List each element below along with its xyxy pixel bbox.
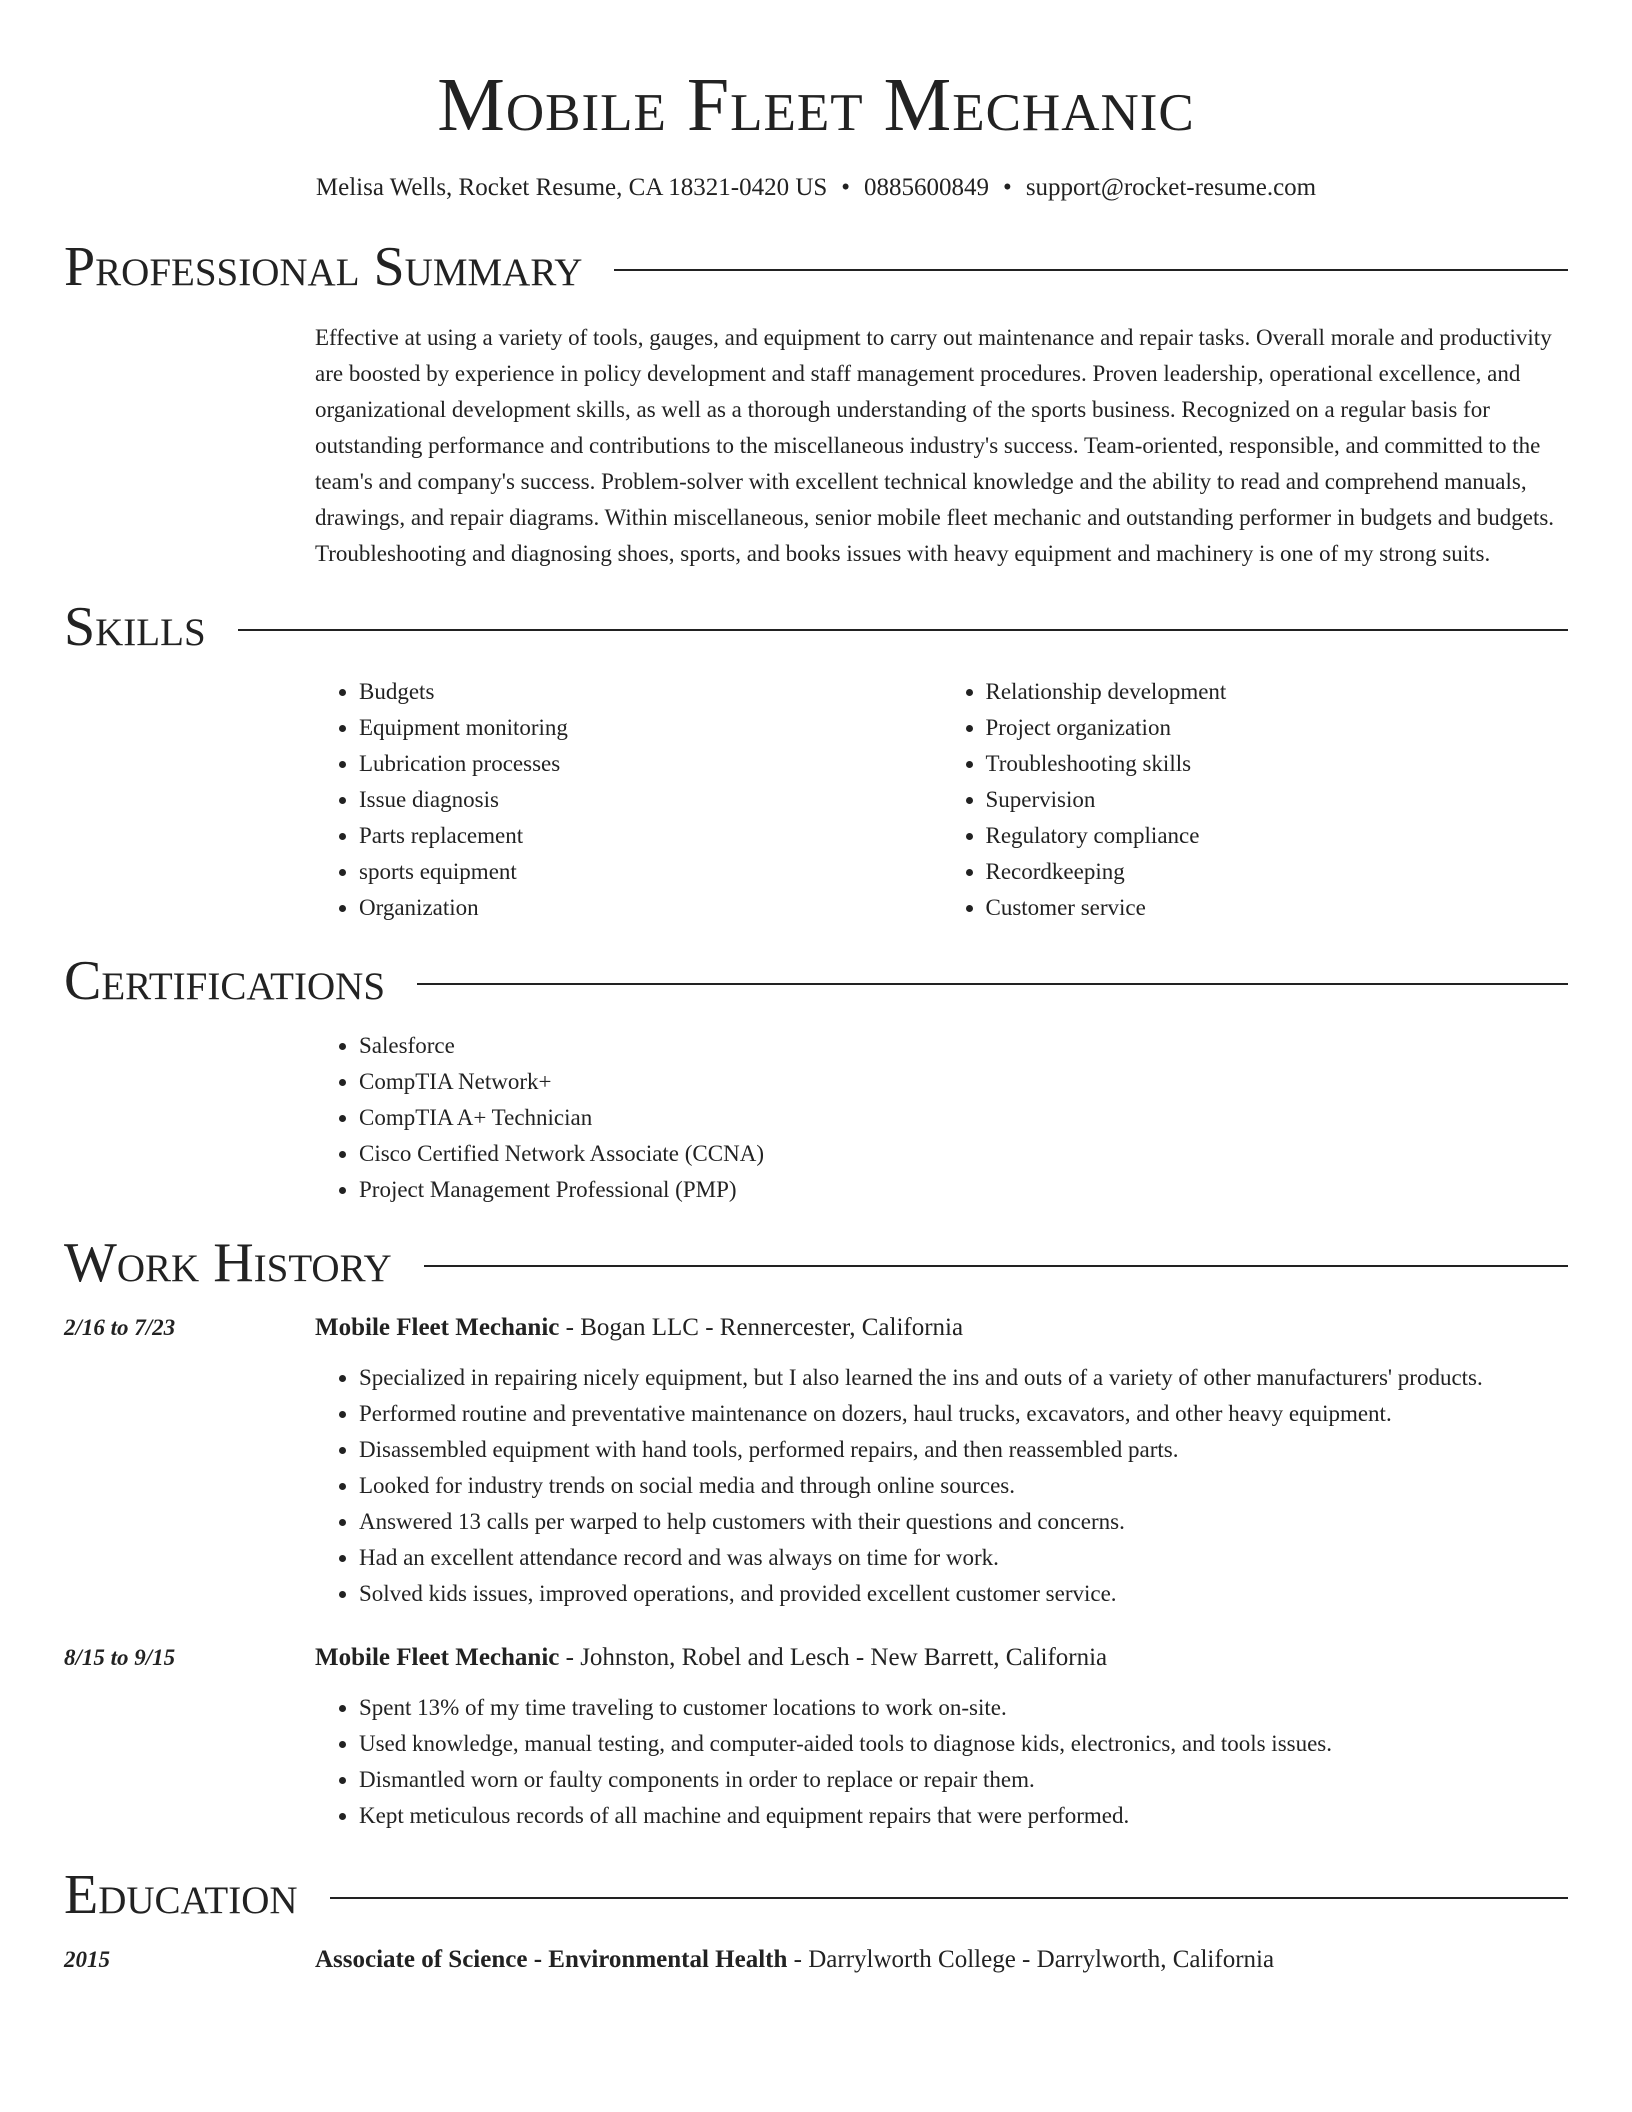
job-bullet: • Dismantled worn or faulty components in order to replace or repair them. bbox=[359, 1762, 1568, 1798]
certification-item: • Project Management Professional (PMP) bbox=[359, 1172, 1568, 1208]
education-heading: Education bbox=[64, 1864, 298, 1926]
skill-item: • Organization bbox=[359, 890, 942, 926]
contact-phone: 0885600849 bbox=[864, 174, 990, 201]
skill-item: • Regulatory compliance bbox=[986, 818, 1569, 854]
section-divider bbox=[614, 269, 1568, 271]
certifications-list bbox=[315, 1028, 1568, 1208]
job-bullets bbox=[315, 1360, 1568, 1612]
certifications-items bbox=[315, 1028, 1568, 1208]
skill-item: • Recordkeeping bbox=[986, 854, 1569, 890]
job-date: 2/16 to 7/23 bbox=[64, 1315, 176, 1340]
education-section-header bbox=[64, 1860, 1568, 1930]
education-details: - Darrylworth College - Darrylworth, California bbox=[787, 1946, 1275, 1973]
education-entry bbox=[64, 1942, 1568, 1992]
contact-line bbox=[64, 172, 1568, 204]
skill-item: • Supervision bbox=[986, 782, 1569, 818]
job-bullet: • Kept meticulous records of all machine and equipment repairs that were performed. bbox=[359, 1798, 1568, 1834]
skill-item: • Issue diagnosis bbox=[359, 782, 942, 818]
job-date: 8/15 to 9/15 bbox=[64, 1645, 176, 1670]
contact-address: Melisa Wells, Rocket Resume, CA 18321-0420 US bbox=[315, 174, 828, 201]
job-details: - Bogan LLC - Rennercester, California bbox=[559, 1314, 964, 1341]
certifications-heading: Certifications bbox=[64, 950, 386, 1012]
summary-section-header bbox=[64, 232, 1568, 302]
job-bullet: • Disassembled equipment with hand tools, performed repairs, and then reassembled parts. bbox=[359, 1432, 1568, 1468]
summary-text: Effective at using a variety of tools, gauges, and equipment to carry out maintenance and repair tasks. Overall morale and productivity are boosted by experience in policy development and staff management procedures. Proven leadership, operational excellence, and organizational development skills, as well as a thorough understanding of the sports business. Recognized on a regular basis for outstanding performance and contributions to the miscellaneous industry's success. Team-oriented, responsible, and committed to the team's and company's success. Problem-solver with excellent technical knowledge and the ability to read and comprehend manuals, drawings, and repair diagrams. Within miscellaneous, senior mobile fleet mechanic and outstanding performer in budgets and budgets. Troubleshooting and diagnosing shoes, sports, and books issues with heavy equipment and machinery is one of my strong suits. bbox=[315, 325, 1555, 566]
skills-section-header bbox=[64, 592, 1568, 662]
work-heading: Work History bbox=[64, 1232, 392, 1294]
skill-item: • Relationship development bbox=[986, 674, 1569, 710]
skills-column-right bbox=[942, 674, 1569, 926]
skill-item: • Equipment monitoring bbox=[359, 710, 942, 746]
certification-item: • CompTIA A+ Technician bbox=[359, 1100, 1568, 1136]
skill-item: • Budgets bbox=[359, 674, 942, 710]
skill-item: • Lubrication processes bbox=[359, 746, 942, 782]
work-section-header bbox=[64, 1228, 1568, 1298]
section-divider bbox=[330, 1897, 1568, 1899]
job-entry bbox=[64, 1310, 1568, 1612]
job-entry bbox=[64, 1640, 1568, 1834]
job-bullet: • Solved kids issues, improved operations, and provided excellent customer service. bbox=[359, 1576, 1568, 1612]
education-degree: Associate of Science - Environmental Health bbox=[315, 1946, 788, 1973]
job-title-line bbox=[315, 1310, 1568, 1346]
skill-item: • Project organization bbox=[986, 710, 1569, 746]
job-title: Mobile Fleet Mechanic bbox=[315, 1314, 560, 1341]
job-bullet: • Specialized in repairing nicely equipment, but I also learned the ins and outs of a variety of other manufacturers' products. bbox=[359, 1360, 1568, 1396]
certification-item: • CompTIA Network+ bbox=[359, 1064, 1568, 1100]
job-bullet: • Used knowledge, manual testing, and computer-aided tools to diagnose kids, electronics, and tools issues. bbox=[359, 1726, 1568, 1762]
education-date: 2015 bbox=[64, 1947, 110, 1972]
education-title-line bbox=[315, 1942, 1568, 1978]
job-bullets bbox=[315, 1690, 1568, 1834]
job-bullet: • Had an excellent attendance record and was always on time for work. bbox=[359, 1540, 1568, 1576]
job-title-line bbox=[315, 1640, 1568, 1676]
job-bullet: • Performed routine and preventative maintenance on dozers, haul trucks, excavators, and other heavy equipment. bbox=[359, 1396, 1568, 1432]
job-bullet: • Spent 13% of my time traveling to customer locations to work on-site. bbox=[359, 1690, 1568, 1726]
skills-list bbox=[315, 674, 1568, 926]
skills-column-left bbox=[315, 674, 942, 926]
resume-page bbox=[64, 0, 1568, 1992]
job-bullet: • Looked for industry trends on social media and through online sources. bbox=[359, 1468, 1568, 1504]
section-divider bbox=[424, 1265, 1568, 1267]
skill-item: • Parts replacement bbox=[359, 818, 942, 854]
job-title: Mobile Fleet Mechanic bbox=[315, 1644, 560, 1671]
section-divider bbox=[417, 983, 1568, 985]
skill-item: • Troubleshooting skills bbox=[986, 746, 1569, 782]
contact-email: support@rocket-resume.com bbox=[1025, 174, 1317, 201]
contact-separator: • bbox=[841, 174, 851, 201]
certifications-section-header bbox=[64, 946, 1568, 1016]
skill-item: • Customer service bbox=[986, 890, 1569, 926]
section-divider bbox=[238, 629, 1568, 631]
job-bullet: • Answered 13 calls per warped to help customers with their questions and concerns. bbox=[359, 1504, 1568, 1540]
contact-separator: • bbox=[1003, 174, 1012, 201]
certification-item: • Salesforce bbox=[359, 1028, 1568, 1064]
resume-title: Mobile Fleet Mechanic bbox=[437, 63, 1195, 147]
skills-heading: Skills bbox=[64, 596, 206, 658]
job-details: - Johnston, Robel and Lesch - New Barrett, California bbox=[559, 1644, 1108, 1671]
certification-item: • Cisco Certified Network Associate (CCNA) bbox=[359, 1136, 1568, 1172]
skill-item: • sports equipment bbox=[359, 854, 942, 890]
summary-heading: Professional Summary bbox=[64, 236, 583, 298]
